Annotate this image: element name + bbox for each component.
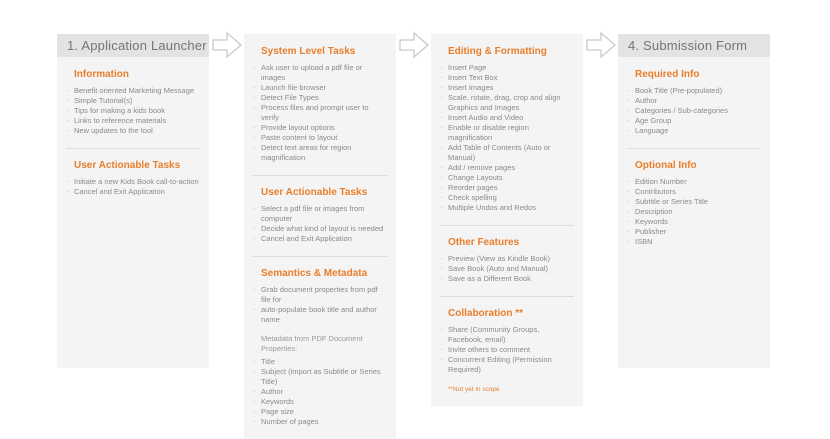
list-item-label: Change Layouts bbox=[448, 173, 503, 182]
list-item bbox=[440, 83, 574, 93]
list-item-label: Process files and prompt user to verify bbox=[261, 103, 369, 122]
list-item bbox=[66, 96, 200, 106]
list-item-label: Save Book (Auto and Manual) bbox=[448, 264, 549, 273]
list-item bbox=[66, 116, 200, 126]
stage-body-file-importer bbox=[244, 34, 396, 439]
list-item-label: ISBN bbox=[635, 237, 653, 246]
bullet-icon: · bbox=[253, 397, 256, 406]
list-item-label: Benefit oriented Marketing Message bbox=[74, 86, 195, 95]
bullet-icon: · bbox=[627, 106, 630, 115]
stage-column-book-editor bbox=[431, 34, 583, 393]
bullet-icon: · bbox=[627, 227, 630, 236]
list-item bbox=[627, 86, 761, 96]
list-item-label: New updates to the tool bbox=[74, 126, 153, 135]
list-item-label: Age Group bbox=[635, 116, 672, 125]
list-item bbox=[440, 73, 574, 83]
list-item bbox=[440, 143, 574, 163]
list-item-label: Reorder pages bbox=[448, 183, 498, 192]
list-item-label: Paste content to layout bbox=[261, 133, 338, 142]
section-heading: Required Info bbox=[635, 69, 700, 80]
list-item-label: Keywords bbox=[635, 217, 668, 226]
bullet-icon: · bbox=[440, 355, 443, 364]
bullet-icon: · bbox=[66, 106, 69, 115]
list-item bbox=[253, 63, 387, 83]
list-item-label: Simple Tutorial(s) bbox=[74, 96, 133, 105]
list-item-label: Add Table of Contents (Auto or Manual) bbox=[448, 143, 551, 162]
list-item-label: Insert Text Box bbox=[448, 73, 498, 82]
stage-title-submission-form: 4. Submission Form bbox=[618, 34, 770, 57]
list-item bbox=[440, 123, 574, 143]
bullet-icon: · bbox=[253, 123, 256, 132]
section-file-importer-2 bbox=[253, 256, 387, 439]
section-submission-form-1 bbox=[627, 148, 761, 259]
list-item-label: Keywords bbox=[261, 397, 294, 406]
list-item bbox=[253, 224, 387, 234]
list-item bbox=[440, 113, 574, 123]
bullet-icon: · bbox=[440, 325, 443, 334]
list-item bbox=[440, 173, 574, 183]
list-item bbox=[253, 123, 387, 133]
list-item bbox=[253, 387, 387, 397]
list-item bbox=[440, 355, 574, 375]
section-heading: Information bbox=[74, 69, 129, 80]
bullet-icon: · bbox=[627, 126, 630, 135]
section-application-launcher-0 bbox=[66, 58, 200, 148]
list-item bbox=[440, 254, 574, 264]
list-item bbox=[253, 83, 387, 93]
bullet-icon: · bbox=[440, 264, 443, 273]
stage-column-submission-form bbox=[618, 34, 770, 368]
bullet-icon: · bbox=[253, 93, 256, 102]
list-item-label: Insert Page bbox=[448, 63, 487, 72]
list-item bbox=[627, 197, 761, 207]
list-item-label: Insert Images bbox=[448, 83, 494, 92]
section-heading: Optional Info bbox=[635, 160, 697, 171]
list-item bbox=[440, 274, 574, 284]
list-item-label: Book Title (Pre-populated) bbox=[635, 86, 723, 95]
bullet-icon: · bbox=[440, 183, 443, 192]
list-item bbox=[627, 217, 761, 227]
list-item bbox=[627, 207, 761, 217]
bullet-icon: · bbox=[440, 203, 443, 212]
list-item-label: Add / remove pages bbox=[448, 163, 516, 172]
process-flow-diagram bbox=[57, 34, 770, 426]
list-item bbox=[253, 407, 387, 417]
bullet-icon: · bbox=[253, 83, 256, 92]
list-item bbox=[627, 96, 761, 106]
bullet-icon: · bbox=[66, 86, 69, 95]
list-item-label: Description bbox=[635, 207, 673, 216]
list-item bbox=[440, 345, 574, 355]
stage-column-file-importer bbox=[244, 34, 396, 426]
section-file-importer-0 bbox=[253, 35, 387, 175]
bullet-icon: · bbox=[440, 123, 443, 132]
stage-title-application-launcher: 1. Application Launcher bbox=[57, 34, 209, 57]
bullet-icon: · bbox=[253, 133, 256, 142]
stage-body-submission-form bbox=[618, 57, 770, 368]
list-item bbox=[253, 285, 387, 305]
list-item bbox=[627, 126, 761, 136]
bullet-icon: · bbox=[253, 234, 256, 243]
list-item-label: Cancel and Exit Application bbox=[74, 187, 165, 196]
list-item bbox=[627, 106, 761, 116]
list-item-label: Subtitle or Series Title bbox=[635, 197, 708, 206]
bullet-icon: · bbox=[440, 193, 443, 202]
list-item bbox=[253, 357, 387, 367]
list-item-label: Check spelling bbox=[448, 193, 497, 202]
list-item-label: Edition Number bbox=[635, 177, 687, 186]
list-item-label: Insert Audio and Video bbox=[448, 113, 524, 122]
section-application-launcher-1 bbox=[66, 148, 200, 209]
bullet-icon: · bbox=[627, 237, 630, 246]
section-heading: Semantics & Metadata bbox=[261, 268, 368, 279]
list-item-label: Subject (import as Subtitle or Series Title) bbox=[261, 367, 381, 386]
list-item bbox=[253, 367, 387, 387]
bullet-icon: · bbox=[440, 93, 443, 102]
list-item-label: Share (Community Groups, Facebook, email) bbox=[448, 325, 540, 344]
bullet-icon: · bbox=[627, 197, 630, 206]
list-item-label: Page size bbox=[261, 407, 294, 416]
list-item-label: Contributors bbox=[635, 187, 676, 196]
list-item bbox=[627, 116, 761, 126]
list-item bbox=[627, 227, 761, 237]
stage-body-application-launcher bbox=[57, 57, 209, 368]
section-heading: Other Features bbox=[448, 237, 520, 248]
list-item-label: Author bbox=[261, 387, 284, 396]
bullet-icon: · bbox=[66, 96, 69, 105]
list-item-label: Select a pdf file or images from computer bbox=[261, 204, 365, 223]
section-heading: Editing & Formatting bbox=[448, 46, 547, 57]
bullet-icon: · bbox=[253, 103, 256, 112]
list-item bbox=[253, 305, 387, 325]
list-item bbox=[440, 183, 574, 193]
bullet-icon: · bbox=[627, 217, 630, 226]
list-item-label: Title bbox=[261, 357, 275, 366]
list-item-label: Save as a Different Book bbox=[448, 274, 531, 283]
bullet-icon: · bbox=[440, 113, 443, 122]
list-item-label: Initiate a new Kids Book call-to-action bbox=[74, 177, 199, 186]
bullet-icon: · bbox=[253, 367, 256, 376]
section-heading: User Actionable Tasks bbox=[261, 187, 368, 198]
bullet-icon: · bbox=[253, 357, 256, 366]
list-item-label: auto-populate book title and author name bbox=[261, 305, 377, 324]
bullet-icon: · bbox=[440, 63, 443, 72]
list-item bbox=[253, 234, 387, 244]
list-item-label: Provide layout options bbox=[261, 123, 335, 132]
list-item-label: Detect text areas for region magnification bbox=[261, 143, 352, 162]
list-item-label: Detect File Types bbox=[261, 93, 319, 102]
bullet-icon: · bbox=[253, 407, 256, 416]
list-item-label: Tips for making a kids book bbox=[74, 106, 166, 115]
list-item bbox=[440, 163, 574, 173]
bullet-icon: · bbox=[440, 345, 443, 354]
bullet-icon: · bbox=[627, 207, 630, 216]
list-item bbox=[627, 237, 761, 247]
flow-arrow-slot bbox=[583, 30, 618, 60]
section-heading: Collaboration ** bbox=[448, 308, 524, 319]
bullet-icon: · bbox=[440, 143, 443, 152]
list-item bbox=[253, 204, 387, 224]
flow-arrow-slot bbox=[396, 30, 431, 60]
bullet-icon: · bbox=[253, 143, 256, 152]
list-item-label: Concurrent Editing (Permission Required) bbox=[448, 355, 552, 374]
list-item bbox=[253, 143, 387, 163]
list-item bbox=[66, 106, 200, 116]
section-heading: User Actionable Tasks bbox=[74, 160, 181, 171]
section-file-importer-1 bbox=[253, 175, 387, 256]
section-heading: System Level Tasks bbox=[261, 46, 356, 57]
list-item bbox=[440, 264, 574, 274]
bullet-icon: · bbox=[253, 63, 256, 72]
bullet-icon: · bbox=[627, 86, 630, 95]
list-item bbox=[440, 93, 574, 113]
list-item-label: Number of pages bbox=[261, 417, 319, 426]
list-item-label: Ask user to upload a pdf file or images bbox=[261, 63, 363, 82]
bullet-icon: · bbox=[253, 204, 256, 213]
bullet-icon: · bbox=[440, 173, 443, 182]
bullet-icon: · bbox=[627, 187, 630, 196]
section-book-editor-2 bbox=[440, 296, 574, 406]
bullet-icon: · bbox=[440, 274, 443, 283]
list-item bbox=[253, 417, 387, 427]
list-item bbox=[253, 93, 387, 103]
bullet-icon: · bbox=[440, 83, 443, 92]
list-item-label: Decide what kind of layout is needed bbox=[261, 224, 384, 233]
list-item-label: Preview (View as Kindle Book) bbox=[448, 254, 550, 263]
list-item-label: Grab document properties from pdf file for bbox=[261, 285, 378, 304]
list-item bbox=[440, 63, 574, 73]
section-submission-form-0 bbox=[627, 58, 761, 148]
metadata-note: Metadata from PDF Document Properties: bbox=[261, 334, 363, 353]
list-item bbox=[440, 325, 574, 345]
list-item-label: Invite others to comment bbox=[448, 345, 531, 354]
list-item-label: Cancel and Exit Application bbox=[261, 234, 352, 243]
stage-column-application-launcher bbox=[57, 34, 209, 368]
section-book-editor-0 bbox=[440, 35, 574, 225]
list-item-label: Links to reference materials bbox=[74, 116, 167, 125]
list-item bbox=[627, 177, 761, 187]
bullet-icon: · bbox=[440, 163, 443, 172]
bullet-icon: · bbox=[253, 305, 256, 314]
list-item-label: Categories / Sub-categories bbox=[635, 106, 728, 115]
bullet-icon: · bbox=[253, 224, 256, 233]
list-item-label: Launch file browser bbox=[261, 83, 327, 92]
list-item bbox=[253, 397, 387, 407]
bullet-icon: · bbox=[440, 73, 443, 82]
list-item-label: Publisher bbox=[635, 227, 667, 236]
list-item bbox=[440, 203, 574, 213]
bullet-icon: · bbox=[627, 96, 630, 105]
list-item bbox=[66, 126, 200, 136]
bullet-icon: · bbox=[66, 177, 69, 186]
list-item-label: Enable or disable region magnification bbox=[448, 123, 529, 142]
right-block-arrow-icon bbox=[211, 30, 243, 60]
right-block-arrow-icon bbox=[585, 30, 617, 60]
list-item bbox=[66, 187, 200, 197]
bullet-icon: · bbox=[627, 116, 630, 125]
bullet-icon: · bbox=[66, 126, 69, 135]
list-item bbox=[66, 86, 200, 96]
bullet-icon: · bbox=[66, 187, 69, 196]
list-item bbox=[253, 103, 387, 123]
right-block-arrow-icon bbox=[398, 30, 430, 60]
stage-body-book-editor bbox=[431, 34, 583, 406]
list-item-label: Author bbox=[635, 96, 658, 105]
bullet-icon: · bbox=[440, 254, 443, 263]
bullet-icon: · bbox=[253, 285, 256, 294]
bullet-icon: · bbox=[627, 177, 630, 186]
list-item-label: Multiple Undos and Redos bbox=[448, 203, 536, 212]
list-item-label: Scale, rotate, drag, crop and align Graphics and Images bbox=[448, 93, 561, 112]
bullet-icon: · bbox=[253, 387, 256, 396]
bullet-icon: · bbox=[253, 417, 256, 426]
scope-footnote: **Not yet in scope bbox=[448, 386, 500, 393]
list-item-label: Language bbox=[635, 126, 669, 135]
list-item bbox=[253, 133, 387, 143]
list-item bbox=[66, 177, 200, 187]
list-item bbox=[627, 187, 761, 197]
flow-arrow-slot bbox=[209, 30, 244, 60]
list-item bbox=[440, 193, 574, 203]
section-book-editor-1 bbox=[440, 225, 574, 296]
bullet-icon: · bbox=[66, 116, 69, 125]
